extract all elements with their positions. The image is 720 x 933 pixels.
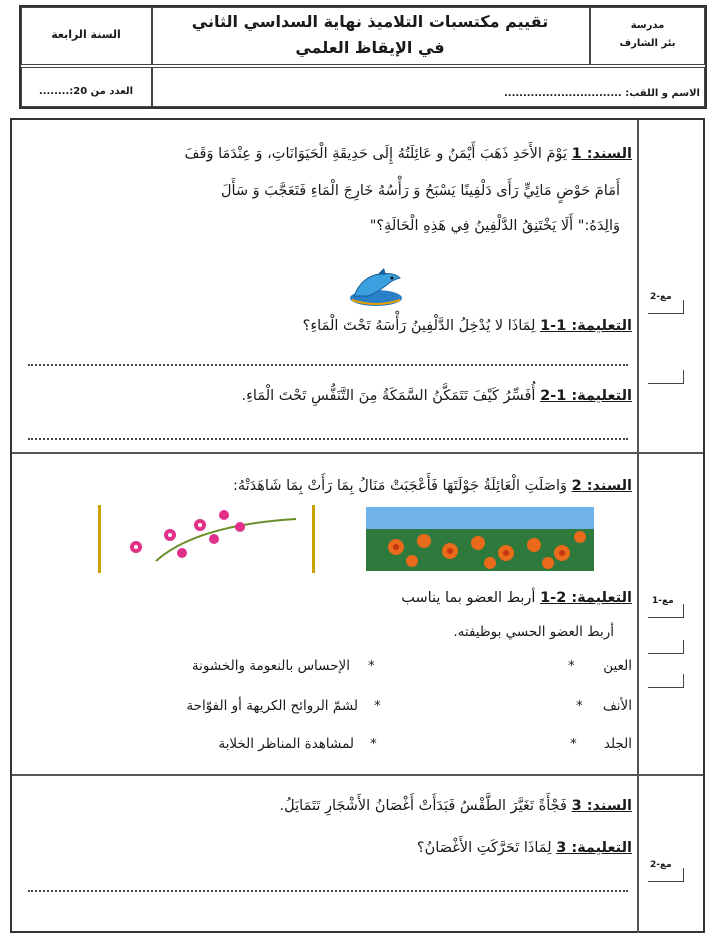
pink-flower-branch-image	[96, 505, 318, 573]
q1-2-text: أُفَسِّرُ كَيْفَ تَتَمَكَّنُ السَّمَكَةُ مِنَ التَّنَفُّسِ تَحْتَ الْمَاءِ.	[241, 388, 536, 404]
section1-prompt-line2: أَمَامَ حَوْضٍ مَائِيٍّ رَأَى دَلْفِينًا يَسْبَحُ وَ رَأْسُهُ خَارِجَ الْمَاءِ فَتَعَجَّبَ وَ سَأَلَ	[220, 183, 620, 199]
section2-score-box-3[interactable]	[648, 674, 684, 688]
function-item[interactable]: الإحساس بالنعومة والخشونة	[191, 658, 350, 674]
function-bullet: *	[374, 698, 381, 714]
q1-2-answer-line[interactable]	[28, 438, 628, 440]
function-bullet: *	[370, 736, 377, 752]
q2-1-instruction: أربط العضو الحسي بوظيفته.	[453, 624, 614, 640]
q2-1-label: التعليمة: 2-1	[540, 590, 632, 606]
function-item[interactable]: لشمّ الروائح الكريهة أو الفوّاحة	[186, 698, 358, 714]
score-column-divider	[637, 120, 639, 933]
section3-prompt-text: فَجْأَةً تَغَيَّرَ الطَّقْسُ فَبَدَأَتْ أَغْصَانُ الأَشْجَارِ تَتَمَايَلُ.	[279, 798, 567, 814]
section2-prompt-label: السند: 2	[571, 478, 632, 494]
grade-label: السنة الرابعة	[51, 28, 121, 41]
section2-score-box-2[interactable]	[648, 640, 684, 654]
q1-1-line	[303, 318, 632, 334]
exam-title-line1: تقييم مكتسبات التلاميذ نهاية السداسي الثاني	[191, 12, 549, 31]
section1-prompt-label: السند: 1	[571, 146, 632, 162]
organ-bullet: *	[568, 658, 575, 674]
school-name: بئر الشارف	[619, 38, 676, 49]
section3-score-box[interactable]	[648, 868, 684, 882]
q2-1-line	[401, 590, 632, 606]
q1-2-label: التعليمة: 1-2	[540, 388, 632, 404]
q3-text: لِمَاذَا تَحَرَّكَتِ الأَغْصَانُ؟	[416, 840, 552, 856]
section1-score-box-2[interactable]	[648, 370, 684, 384]
organ-bullet: *	[576, 698, 583, 714]
student-name-field[interactable]: الاسم و اللقب: ...............................	[503, 88, 700, 99]
section2-prompt-text: وَاصَلَتِ الْعَائِلَةُ جَوْلَتَهَا فَأَعْجَبَتْ مَنَالُ بِمَا رَأَتْ بِمَا شَاهَدَتْهُ:	[232, 478, 567, 494]
section1-score-box-1[interactable]	[648, 300, 684, 314]
section3-score-mark: مع-2	[650, 860, 672, 870]
organ-item[interactable]: الجلد	[603, 736, 632, 752]
q3-answer-line[interactable]	[28, 890, 628, 892]
school-label: مدرسة	[630, 20, 665, 31]
function-item[interactable]: لمشاهدة المناظر الخلابة	[218, 736, 354, 752]
flower-garden-image	[366, 507, 594, 571]
function-bullet: *	[368, 658, 375, 674]
section2-prompt-line	[233, 478, 632, 494]
header-name-row	[152, 67, 705, 107]
section1-prompt-line1	[185, 146, 632, 162]
section-divider-1	[12, 452, 703, 454]
section2-score-mark: مع-1	[652, 596, 674, 606]
section2-score-box-1[interactable]	[648, 604, 684, 618]
section3-prompt-line	[280, 798, 632, 814]
q1-1-label: التعليمة: 1-1	[540, 318, 632, 334]
q3-label: التعليمة: 3	[556, 840, 632, 856]
section1-score-mark: مع-2	[650, 292, 672, 302]
score-field[interactable]: العدد من 20:........	[38, 86, 134, 97]
organ-item[interactable]: الأنف	[602, 698, 632, 714]
q2-1-text: أربط العضو بما يناسب	[401, 590, 536, 606]
section-divider-2	[12, 774, 703, 776]
dolphin-image	[348, 268, 404, 308]
q1-1-answer-line[interactable]	[28, 364, 628, 366]
header-school-cell	[590, 7, 705, 65]
q3-line	[417, 840, 632, 856]
section3-prompt-label: السند: 3	[571, 798, 632, 814]
q1-1-text: لِمَاذَا لا يُدْخِلُ الدَّلْفِينُ رَأْسَهُ تَحْتَ الْمَاءِ؟	[302, 318, 536, 334]
section1-prompt-line3: وَالِدَهُ:" أَلَا يَخْتَنِقُ الدَّلْفِينُ فِي هَذِهِ الْحَالَةِ؟"	[369, 218, 620, 234]
q1-2-line	[241, 388, 632, 404]
exam-title-line2: في الإيقاظ العلمي	[295, 38, 445, 57]
organ-item[interactable]: العين	[603, 658, 632, 674]
organ-bullet: *	[570, 736, 577, 752]
section1-prompt-text1: يَوْمَ الأَحَدِ ذَهَبَ أَيْمَنُ و عَائِلَتُهُ إِلَى حَدِيقَةِ الْحَيَوَانَاتِ، وَ عِنْدَمَا وَقَفَ	[184, 146, 567, 162]
